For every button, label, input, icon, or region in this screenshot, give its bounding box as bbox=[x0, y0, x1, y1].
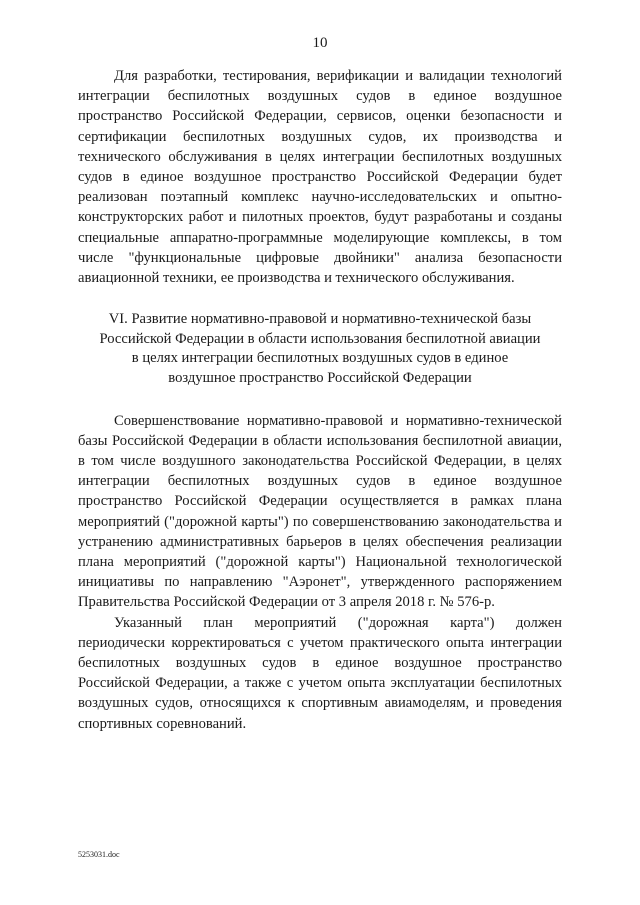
footer-filename: 5253031.doc bbox=[78, 850, 120, 859]
section-heading bbox=[78, 310, 562, 388]
section-heading-line: Российской Федерации в области использования беспилотной авиации bbox=[99, 330, 541, 347]
body-paragraph: Указанный план мероприятий ("дорожная карта") должен периодически корректироваться с учетом практического опыта интеграции беспилотных воздушных судов в единое воздушное пространство Российской Федерации, а также с учетом опыта эксплуатации беспилотных воздушных судов, относящихся к спортивным авиамоделям, и проведения спортивных соревнований. bbox=[78, 614, 562, 732]
document-body bbox=[78, 66, 562, 734]
section-heading-line: воздушное пространство Российской Федерации bbox=[168, 370, 472, 387]
page-number: 10 bbox=[312, 35, 328, 51]
section-heading-line: в целях интеграции беспилотных воздушных судов в единое bbox=[131, 350, 509, 367]
section-heading-line: VI. Развитие нормативно-правовой и нормативно-технической базы bbox=[108, 311, 532, 328]
body-paragraph: Совершенствование нормативно-правовой и нормативно-технической базы Российской Федерации в области использования беспилотной авиации, в том числе воздушного законодательства Российской Федерации, в целях интеграции беспилотных воздушных судов в единое воздушное пространство Российской Федерации осуществляется в рамках плана мероприятий ("дорожной карты") по совершенствованию законодательства и устранению административных барьеров в целях обеспечения реализации плана мероприятий ("дорожной карты") Национальной технологической инициативы по направлению "Аэронет", утвержденного распоряжением Правительства Российской Федерации от 3 апреля 2018 г. № 576-р. bbox=[78, 412, 562, 611]
body-paragraph: Для разработки, тестирования, верификации и валидации технологий интеграции беспилотных воздушных судов в единое воздушное пространство Российской Федерации, сервисов, оценки безопасности и сертификации беспилотных воздушных судов, их производства и технического обслуживания в целях интеграции беспилотных воздушных судов в единое воздушное пространство Российской Федерации будет реализован поэтапный комплекс научно-исследовательских и опытно-конструкторских работ и пилотных проектов, будут разработаны и созданы специальные аппаратно-программные моделирующие комплексы, в том числе "функциональные цифровые двойники" анализа безопасности авиационной техники, ее производства и технического обслуживания. bbox=[78, 68, 562, 287]
